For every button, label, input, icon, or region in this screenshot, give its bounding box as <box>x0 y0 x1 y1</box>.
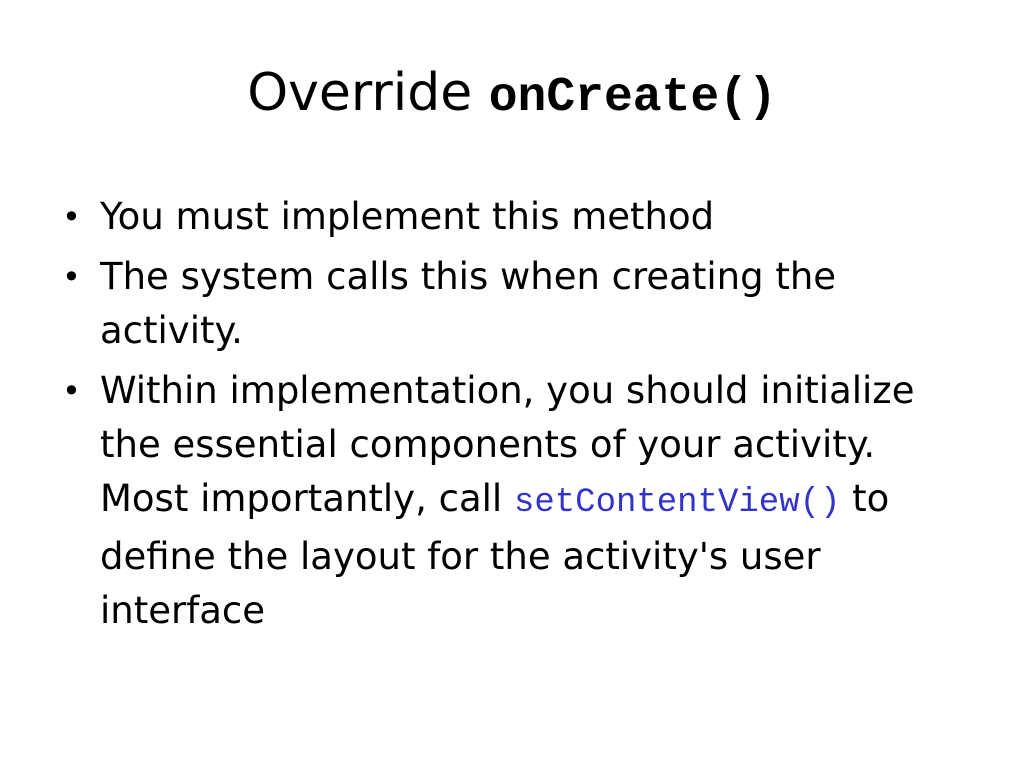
bullet-marker: • <box>62 258 81 296</box>
bullet-text-after: to define the layout for the activity's user interface <box>100 477 890 632</box>
bullet-list <box>60 190 960 644</box>
bullet-text: You must implement this method <box>100 195 715 238</box>
title-text: Override <box>247 63 473 123</box>
slide-title <box>0 58 1024 133</box>
code-setcontentview: setContentView() <box>513 484 841 522</box>
bullet-marker: • <box>62 198 81 236</box>
bullet-text: The system calls this when creating the activity. <box>100 255 837 352</box>
bullet-item-2 <box>60 250 960 358</box>
bullet-item-3 <box>60 364 960 638</box>
bullet-text-before: Within implementation, you should initialize the essential components of your activity. Most importantly, call <box>100 369 915 520</box>
title-code: onCreate() <box>488 71 777 125</box>
bullet-marker: • <box>62 372 81 410</box>
bullet-item-1 <box>60 190 960 244</box>
